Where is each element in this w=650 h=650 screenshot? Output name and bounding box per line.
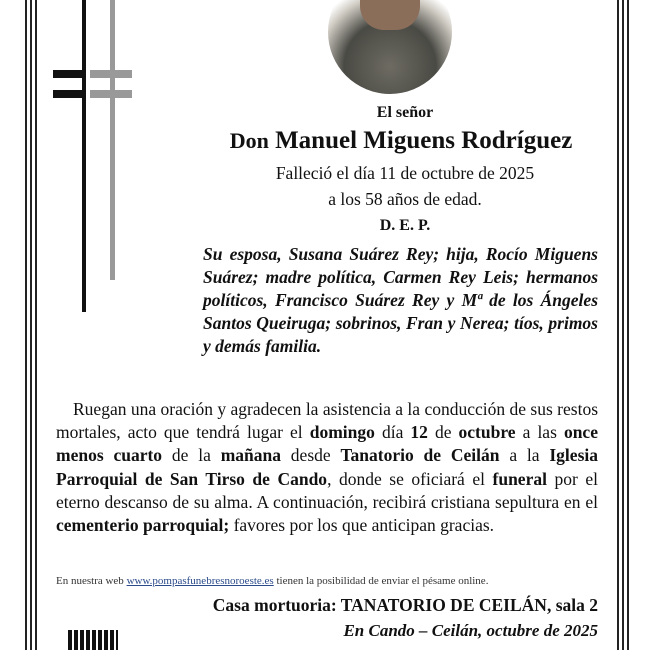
text: cementerio parroquial; xyxy=(56,515,230,536)
website-link[interactable]: www.pompasfunebresnoroeste.es xyxy=(126,575,274,587)
text: Iglesia Parroquial de San Tirso de Cando xyxy=(56,445,598,489)
death-date: Falleció el día 11 de octubre de 2025 xyxy=(275,163,535,183)
text: , donde se oficiará el xyxy=(327,468,493,489)
place-date: En Cando – Ceilán, octubre de 2025 xyxy=(343,621,598,640)
ceremony-text xyxy=(56,398,598,537)
don-label: Don xyxy=(229,128,269,153)
text: octubre xyxy=(458,422,516,443)
border-line xyxy=(30,0,32,650)
web-note xyxy=(56,575,488,587)
border-line xyxy=(627,0,629,650)
text: funeral xyxy=(492,468,547,489)
text: En nuestra web xyxy=(56,575,127,587)
border-line xyxy=(622,0,624,650)
deceased-name xyxy=(195,127,607,155)
qr-code-icon xyxy=(68,630,118,650)
family-list: Su esposa, Susana Suárez Rey; hija, Rocío Miguens Suárez; madre política, Carmen Rey Leis; hermanos políticos, Francisco Suárez Rey y Mª de los Ángeles Santos Queiruga; sobrinos, Fran y Nerea; tíos, primos y demás familia. xyxy=(203,244,598,356)
name: Manuel Miguens Rodríguez xyxy=(275,127,573,154)
text: tienen la posibilidad de enviar el pésame online. xyxy=(273,575,489,587)
dep: D. E. P. xyxy=(379,217,431,234)
text: 12 xyxy=(410,422,428,443)
text: once menos cuarto xyxy=(56,422,598,466)
text: día xyxy=(374,422,411,443)
text: Ruegan una oración y agradecen la asistencia a la conducción de sus restos mortales, acto que tendrá lugar el xyxy=(56,399,598,443)
text: domingo xyxy=(309,422,375,443)
text: desde xyxy=(280,445,341,466)
text: por el eterno descanso de su alma. A continuación, recibirá cristiana sepultura en el xyxy=(56,468,598,512)
text: de la xyxy=(162,445,221,466)
text: mañana xyxy=(220,445,281,466)
border-line xyxy=(25,0,27,650)
text: favores por los que anticipan gracias. xyxy=(229,515,495,536)
title-prefix: El señor xyxy=(376,104,434,121)
text: Tanatorio de Ceilán xyxy=(340,445,500,466)
age: a los 58 años de edad. xyxy=(328,189,482,209)
border-line xyxy=(35,0,37,650)
border-line xyxy=(617,0,619,650)
text: a la xyxy=(499,445,550,466)
text: a las xyxy=(515,422,564,443)
portrait-photo xyxy=(328,0,452,94)
mortuary: Casa mortuoria: TANATORIO DE CEILÁN, sala 2 xyxy=(212,595,598,615)
text: de xyxy=(427,422,459,443)
